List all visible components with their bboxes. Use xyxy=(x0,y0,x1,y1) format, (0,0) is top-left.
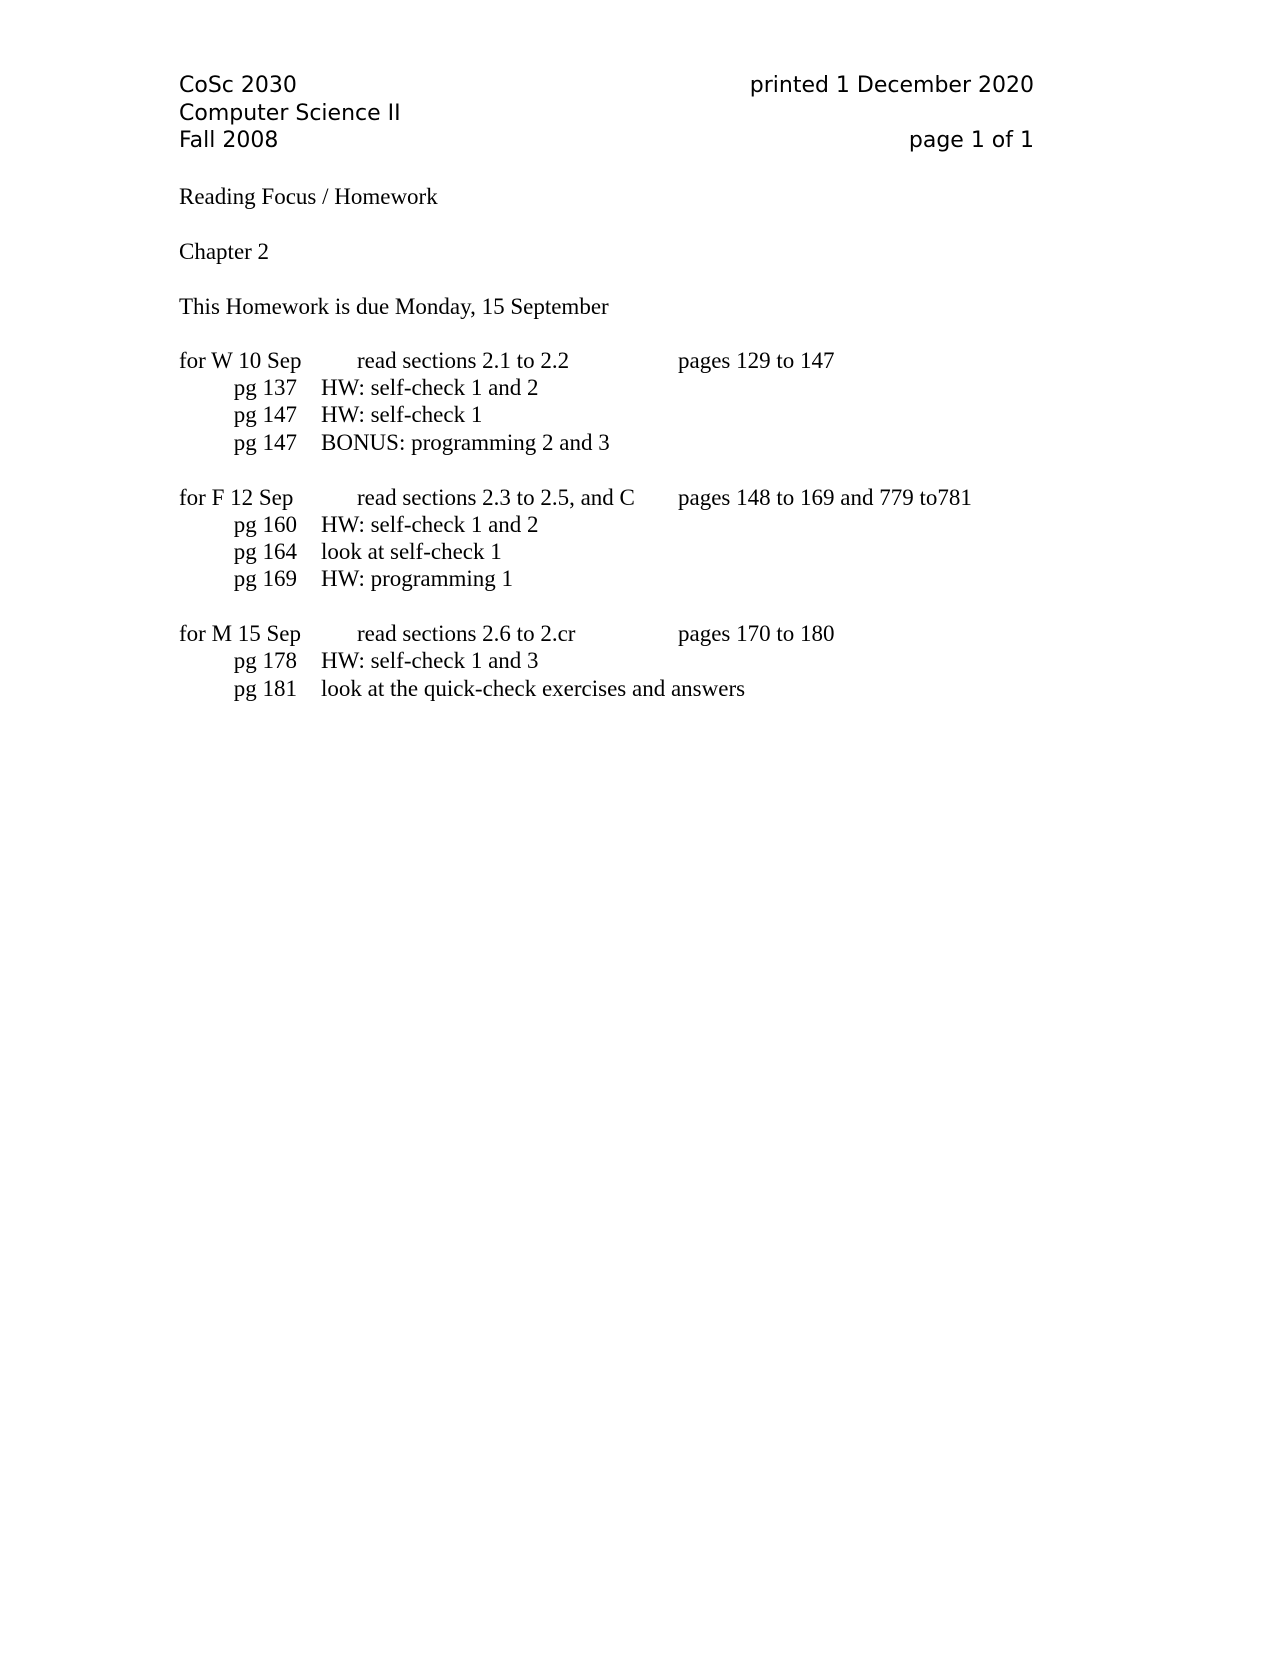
section-pages: pages 148 to 169 and 779 to781 xyxy=(678,485,972,510)
item-task: look at self-check 1 xyxy=(321,539,502,564)
item-page: pg 147 xyxy=(233,430,297,455)
item-task: HW: self-check 1 and 2 xyxy=(321,512,539,537)
item-page: pg 160 xyxy=(233,512,297,537)
item-page: pg 178 xyxy=(233,648,297,673)
section-date: for M 15 Sep xyxy=(179,621,302,646)
item-task: BONUS: programming 2 and 3 xyxy=(321,430,610,455)
item-task: HW: self-check 1 xyxy=(321,402,483,427)
item-page: pg 147 xyxy=(233,402,297,427)
item-page: pg 164 xyxy=(233,539,297,564)
course-code: CoSc 2030 xyxy=(179,73,297,98)
section-pages: pages 170 to 180 xyxy=(678,621,835,646)
item-page: pg 181 xyxy=(233,676,297,701)
due-note: This Homework is due Monday, 15 September xyxy=(179,294,609,319)
section-pages: pages 129 to 147 xyxy=(678,348,835,373)
section-date: for F 12 Sep xyxy=(179,485,294,510)
item-task: HW: self-check 1 and 3 xyxy=(321,648,539,673)
item-task: HW: programming 1 xyxy=(321,566,514,591)
section-date: for W 10 Sep xyxy=(179,348,302,373)
section-reading: read sections 2.3 to 2.5, and C xyxy=(357,485,635,510)
page-number: page 1 of 1 xyxy=(908,128,1034,153)
section-reading: read sections 2.1 to 2.2 xyxy=(357,348,570,373)
item-task: HW: self-check 1 and 2 xyxy=(321,375,539,400)
term: Fall 2008 xyxy=(179,128,279,153)
section-reading: read sections 2.6 to 2.cr xyxy=(357,621,576,646)
item-page: pg 137 xyxy=(233,375,297,400)
chapter-heading: Chapter 2 xyxy=(179,239,270,264)
document-title: Reading Focus / Homework xyxy=(179,184,438,209)
printed-date: printed 1 December 2020 xyxy=(749,73,1034,98)
course-name: Computer Science II xyxy=(179,101,401,126)
item-task: look at the quick-check exercises and answers xyxy=(321,676,746,701)
item-page: pg 169 xyxy=(233,566,297,591)
